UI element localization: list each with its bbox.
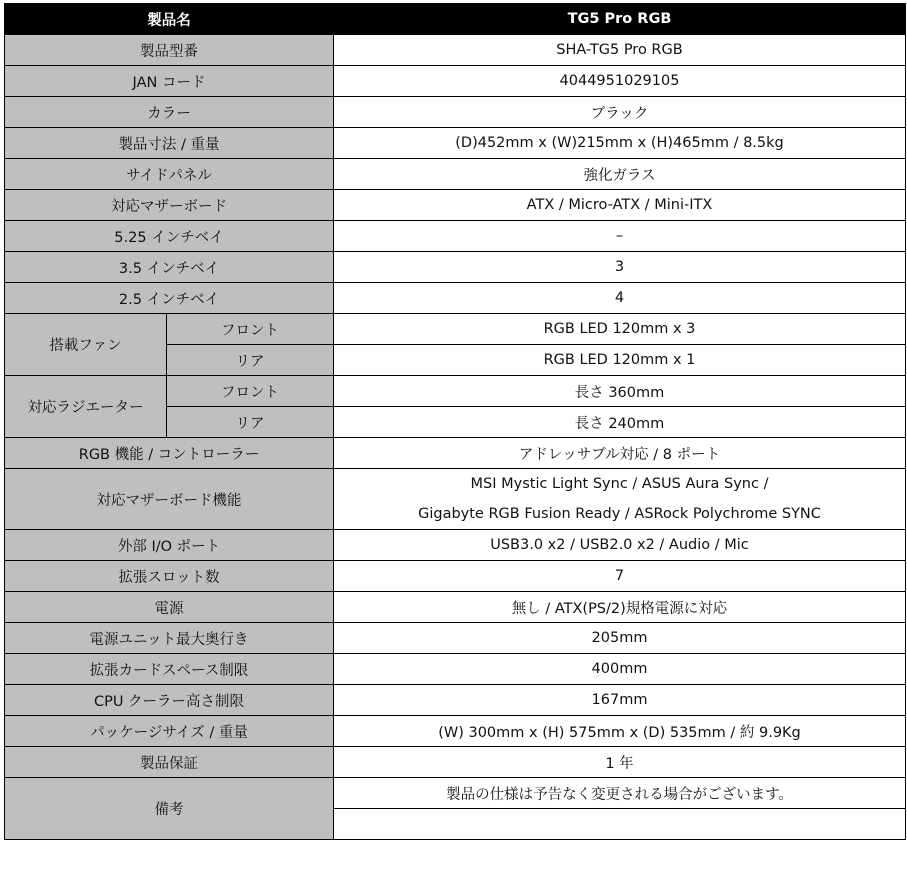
spec-label: 2.5 インチベイ [5,283,334,314]
spec-value: 4044951029105 [334,66,906,97]
spec-label: 拡張スロット数 [5,561,334,592]
spec-label: カラー [5,97,334,128]
spec-row [5,561,906,592]
radiator-rear-label: リア [167,407,334,438]
spec-label: 製品型番 [5,35,334,66]
spec-row [5,159,906,190]
radiator-front-value: 長さ 360mm [334,376,906,407]
spec-label: 製品寸法 / 重量 [5,128,334,159]
spec-value: SHA-TG5 Pro RGB [334,35,906,66]
spec-label: JAN コード [5,66,334,97]
spec-row [5,66,906,97]
spec-row [5,747,906,778]
spec-value: 400mm [334,654,906,685]
spec-label: パッケージサイズ / 重量 [5,716,334,747]
spec-header-row [5,4,906,35]
radiator-label: 対応ラジエーター [5,376,167,438]
rgb-control-value: アドレッサブル対応 / 8 ポート [334,438,906,469]
spec-row [5,128,906,159]
spec-row [5,623,906,654]
spec-label: 拡張カードスペース制限 [5,654,334,685]
spec-value: (D)452mm x (W)215mm x (H)465mm / 8.5kg [334,128,906,159]
rgb-control-label: RGB 機能 / コントローラー [5,438,334,469]
fans-front-label: フロント [167,314,334,345]
spec-value: ATX / Micro-ATX / Mini-ITX [334,190,906,221]
spec-row [5,716,906,747]
mb-features-line1: MSI Mystic Light Sync / ASUS Aura Sync / [334,469,906,500]
spec-row [5,97,906,128]
spec-row [5,190,906,221]
spec-value: 7 [334,561,906,592]
spec-value: 強化ガラス [334,159,906,190]
spec-label: 電源 [5,592,334,623]
radiator-front-label: フロント [167,376,334,407]
fans-front-value: RGB LED 120mm x 3 [334,314,906,345]
spec-value: – [334,221,906,252]
spec-label: 対応マザーボード [5,190,334,221]
spec-value: 4 [334,283,906,314]
header-value: TG5 Pro RGB [334,4,906,35]
fans-rear-value: RGB LED 120mm x 1 [334,345,906,376]
spec-value: 1 年 [334,747,906,778]
rgb-control-row [5,438,906,469]
mb-features-label: 対応マザーボード機能 [5,469,334,530]
header-label: 製品名 [5,4,334,35]
remarks-note-blank [334,809,906,840]
mb-features-line2: Gigabyte RGB Fusion Ready / ASRock Polychrome SYNC [334,499,906,530]
spec-row [5,252,906,283]
radiator-rear-value: 長さ 240mm [334,407,906,438]
spec-label: 5.25 インチベイ [5,221,334,252]
fans-label: 搭載ファン [5,314,167,376]
fans-row-front [5,314,906,345]
spec-row [5,685,906,716]
spec-value: (W) 300mm x (H) 575mm x (D) 535mm / 約 9.9Kg [334,716,906,747]
radiator-row-front [5,376,906,407]
spec-value: 無し / ATX(PS/2)規格電源に対応 [334,592,906,623]
spec-row [5,592,906,623]
spec-label: 製品保証 [5,747,334,778]
spec-row [5,283,906,314]
spec-label: CPU クーラー高さ制限 [5,685,334,716]
spec-label: 電源ユニット最大奥行き [5,623,334,654]
spec-label: サイドパネル [5,159,334,190]
spec-row [5,530,906,561]
spec-label: 外部 I/O ポート [5,530,334,561]
spec-label: 3.5 インチベイ [5,252,334,283]
remarks-label: 備考 [5,778,334,840]
spec-table [4,3,906,840]
spec-value: 205mm [334,623,906,654]
fans-rear-label: リア [167,345,334,376]
spec-row [5,221,906,252]
spec-value: 167mm [334,685,906,716]
remarks-row-1 [5,778,906,809]
remarks-note: 製品の仕様は予告なく変更される場合がございます。 [334,778,906,809]
mb-features-row-1 [5,469,906,500]
spec-row [5,654,906,685]
spec-value: 3 [334,252,906,283]
spec-row [5,35,906,66]
spec-value: ブラック [334,97,906,128]
spec-value: USB3.0 x2 / USB2.0 x2 / Audio / Mic [334,530,906,561]
